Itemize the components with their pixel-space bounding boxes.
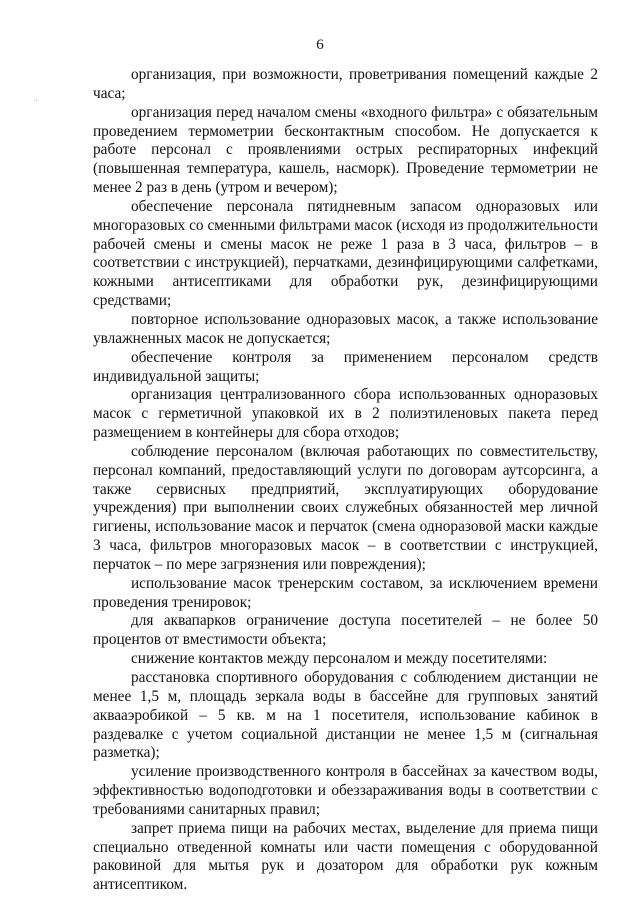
paragraph-waterpark-limit: для аквапарков ограничение доступа посетителей – не более 50 процентов от вместимости объекта; [93,612,598,649]
paragraph-equipment-distance: расстановка спортивного оборудования с соблюдением дистанции не менее 1,5 м, площадь зеркала воды в бассейне для групповых занятий аквааэробикой – 5 кв. м на 1 посетителя, использование кабинок в раздевалке с учетом социальной дистанции не менее 1,5 м (сигнальная разметка); [93,669,598,762]
scan-speck [36,100,37,101]
paragraph-staff-hygiene: соблюдение персоналом (включая работающих по совместительству, персонал компаний, предоставляющий услуги по договорам аутсорсинга, а также сервисных предприятий, эксплуатирующих оборудование учреждения) при выполнении своих служебных обязанностей мер личной гигиены, использование масок и перчаток (смена одноразовой маски каждые 3 часа, фильтров многоразовых масок – в соответствии с инструкцией, перчаток – по мере загрязнения или повреждения); [93,442,598,573]
paragraph-trainer-masks: использование масок тренерским составом, за исключением времени проведения тренировок; [93,574,598,611]
paragraph-mask-supply: обеспечение персонала пятидневным запасом одноразовых или многоразовых со сменными фильтрами масок (исходя из продолжительности рабочей смены и смены масок не реже 1 раза в 3 часа, фильтров – в соответствии с инструкцией), перчатками, дезинфицирующими салфетками, кожными антисептиками для обработки рук, дезинфицирующими средствами; [93,197,598,310]
paragraph-eating-ban: запрет приема пищи на рабочих местах, выделение для приема пищи специально отведенной комнаты или части помещения с оборудованной раковиной для мытья рук и дозатором для обработки рук кожным антисептиком. [93,819,598,894]
paragraph-water-control: усиление производственного контроля в бассейнах за качеством воды, эффективностью водоподготовки и обеззараживания воды в соответствии с требованиями санитарных правил; [93,763,598,818]
paragraph-reduce-contacts: снижение контактов между персоналом и между посетителями: [131,650,548,668]
paragraph-entry-filter: организация перед началом смены «входного фильтра» с обязательным проведением термометрии бесконтактным способом. Не допускается к работе персонал с проявлениями острых респираторных инфекций (повышенная температура, кашель, насморк). Проведение термометрии не менее 2 раз в день (утром и вечером); [93,103,598,197]
page-number: 6 [316,37,324,53]
paragraph-ppe-control: обеспечение контроля за применением персоналом средств индивидуальной защиты; [93,348,598,385]
paragraph-mask-collection: организация централизованного сбора использованных одноразовых масок с герметичной упаковкой их в 2 полиэтиленовых пакета перед размещением в контейнеры для сбора отходов; [93,386,598,442]
paragraph-ventilation: организация, при возможности, проветривания помещений каждые 2 часа; [93,66,598,102]
body-text [93,66,598,895]
paragraph-mask-reuse: повторное использование одноразовых масок, а также использование увлажненных масок не допускается; [93,310,598,347]
